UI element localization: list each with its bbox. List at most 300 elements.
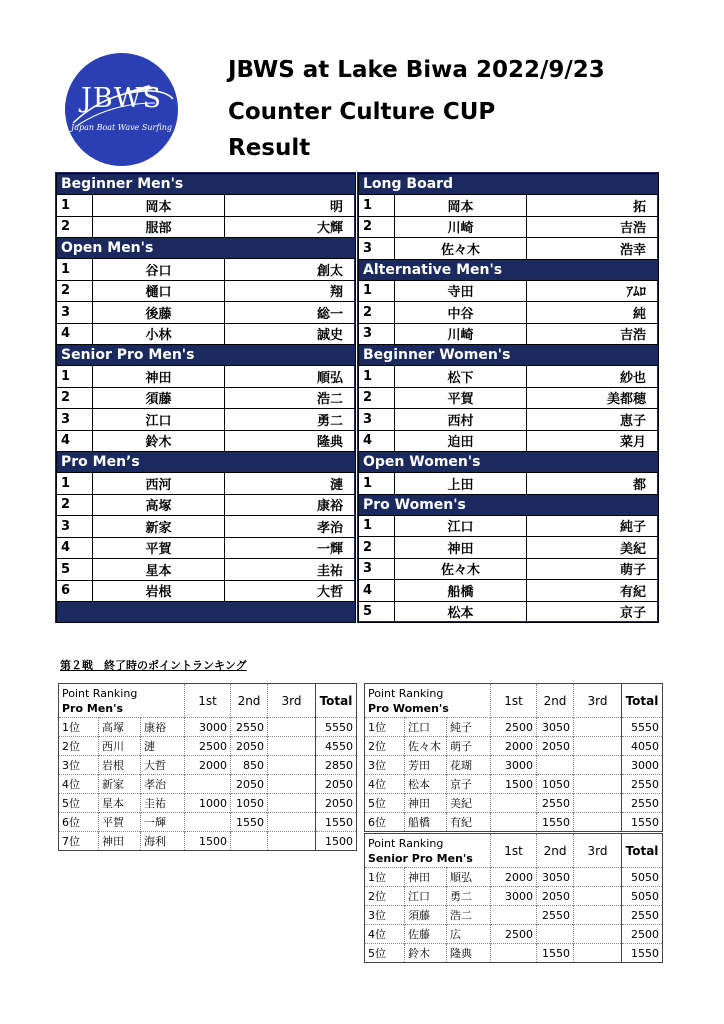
cup-title: Counter Culture CUP	[228, 99, 496, 125]
result-row	[359, 280, 659, 302]
rank-cell: 1	[57, 195, 93, 217]
column-header-1st: 1st	[491, 834, 537, 868]
result-row	[359, 473, 659, 495]
ranking-row	[59, 718, 357, 737]
position-cell: 3位	[365, 906, 405, 925]
points-3rd-cell	[574, 718, 622, 737]
last-name-cell: 平賀	[93, 537, 225, 559]
first-name-cell: 海利	[141, 832, 185, 851]
points-total-cell: 4550	[316, 737, 357, 756]
category-header-row	[359, 259, 659, 280]
first-name-cell: 順弘	[447, 868, 491, 887]
first-name-cell: 吉浩	[527, 323, 659, 345]
position-cell: 6位	[59, 813, 99, 832]
rank-cell: 1	[359, 515, 395, 537]
first-name-cell: 康裕	[141, 718, 185, 737]
rank-cell: 3	[57, 302, 93, 324]
points-1st-cell: 3000	[185, 718, 231, 737]
footer-row	[57, 602, 356, 623]
first-name-cell: 紗也	[527, 366, 659, 388]
rank-cell: 4	[57, 537, 93, 559]
ranking-row	[365, 906, 663, 925]
points-3rd-cell	[574, 944, 622, 963]
rank-cell: 3	[57, 516, 93, 538]
points-2nd-cell: 2050	[231, 775, 268, 794]
ranking-label: Point Ranking	[368, 837, 444, 850]
first-name-cell: 花瑚	[447, 756, 491, 775]
position-cell: 1位	[365, 868, 405, 887]
first-name-cell: 浩二	[225, 387, 356, 409]
last-name-cell: 寺田	[395, 280, 527, 302]
ranking-label-cell	[365, 834, 491, 868]
points-2nd-cell: 3050	[537, 868, 574, 887]
last-name-cell: 川崎	[395, 216, 527, 238]
first-name-cell: 吉浩	[527, 216, 659, 238]
ranking-row	[59, 794, 357, 813]
points-3rd-cell	[574, 756, 622, 775]
result-row	[57, 580, 356, 602]
ranking-label: Point Ranking	[62, 687, 138, 700]
ranking-pro-men	[58, 683, 357, 851]
last-name-cell: 平賀	[99, 813, 141, 832]
points-1st-cell: 1500	[185, 832, 231, 851]
rank-cell: 2	[57, 387, 93, 409]
ranking-label: Point Ranking	[368, 687, 444, 700]
last-name-cell: 江口	[93, 409, 225, 431]
points-2nd-cell: 850	[231, 756, 268, 775]
points-3rd-cell	[574, 925, 622, 944]
points-total-cell: 4050	[622, 737, 663, 756]
ranking-row	[365, 887, 663, 906]
points-2nd-cell: 2050	[537, 737, 574, 756]
first-name-cell: 順弘	[225, 366, 356, 388]
last-name-cell: 船橋	[405, 813, 447, 832]
result-row	[57, 259, 356, 281]
last-name-cell: 小林	[93, 323, 225, 345]
column-header-total: Total	[316, 684, 357, 718]
points-2nd-cell: 1550	[537, 813, 574, 832]
first-name-cell: 隆典	[447, 944, 491, 963]
rank-cell: 2	[359, 302, 395, 324]
points-total-cell: 5050	[622, 887, 663, 906]
rank-cell: 1	[359, 366, 395, 388]
result-row	[57, 216, 356, 238]
result-title: Result	[228, 135, 311, 161]
last-name-cell: 高塚	[99, 718, 141, 737]
result-row	[57, 430, 356, 452]
ranking-row	[59, 813, 357, 832]
points-1st-cell: 2500	[491, 925, 537, 944]
last-name-cell: 星本	[93, 559, 225, 581]
ranking-header-row	[365, 834, 663, 868]
ranking-row	[59, 775, 357, 794]
points-3rd-cell	[268, 794, 316, 813]
first-name-cell: 翔	[225, 280, 356, 302]
first-name-cell: 漣	[225, 473, 356, 495]
points-total-cell: 1550	[622, 813, 663, 832]
position-cell: 5位	[365, 944, 405, 963]
column-header-3rd: 3rd	[574, 834, 622, 868]
last-name-cell: 松本	[405, 775, 447, 794]
points-2nd-cell: 2550	[231, 718, 268, 737]
last-name-cell: 後藤	[93, 302, 225, 324]
column-header-1st: 1st	[185, 684, 231, 718]
first-name-cell: 総一	[225, 302, 356, 324]
results-right-table	[358, 173, 659, 623]
rank-cell: 4	[359, 430, 395, 452]
points-2nd-cell: 2550	[537, 906, 574, 925]
rank-cell: 5	[359, 601, 395, 623]
first-name-cell: 隆典	[225, 430, 356, 452]
first-name-cell: 圭祐	[141, 794, 185, 813]
points-2nd-cell	[537, 925, 574, 944]
first-name-cell: 萌子	[527, 558, 659, 580]
points-total-cell: 5550	[622, 718, 663, 737]
column-header-total: Total	[622, 834, 663, 868]
position-cell: 5位	[365, 794, 405, 813]
points-1st-cell: 2000	[185, 756, 231, 775]
column-header-total: Total	[622, 684, 663, 718]
position-cell: 2位	[59, 737, 99, 756]
ranking-row	[365, 868, 663, 887]
position-cell: 4位	[365, 925, 405, 944]
last-name-cell: 須藤	[93, 387, 225, 409]
points-2nd-cell	[231, 832, 268, 851]
result-row	[359, 238, 659, 260]
first-name-cell: 一輝	[225, 537, 356, 559]
result-row	[359, 387, 659, 409]
ranking-category: Senior Pro Men's	[368, 852, 473, 865]
first-name-cell: 大哲	[141, 756, 185, 775]
ranking-header-row	[59, 684, 357, 718]
points-1st-cell: 3000	[491, 887, 537, 906]
points-1st-cell	[185, 775, 231, 794]
last-name-cell: 神田	[405, 868, 447, 887]
points-1st-cell	[491, 944, 537, 963]
result-row	[57, 366, 356, 388]
column-header-2nd: 2nd	[231, 684, 268, 718]
first-name-cell: 菜月	[527, 430, 659, 452]
last-name-cell: 西川	[99, 737, 141, 756]
first-name-cell: 美都穂	[527, 387, 659, 409]
first-name-cell: 京子	[527, 601, 659, 623]
last-name-cell: 佐々木	[395, 238, 527, 260]
points-1st-cell: 2000	[491, 737, 537, 756]
points-3rd-cell	[574, 737, 622, 756]
rank-cell: 2	[57, 216, 93, 238]
points-total-cell: 2850	[316, 756, 357, 775]
result-row	[57, 516, 356, 538]
position-cell: 6位	[365, 813, 405, 832]
rank-cell: 6	[57, 580, 93, 602]
logo-text: JBWS	[81, 83, 162, 114]
last-name-cell: 神田	[395, 537, 527, 559]
result-row	[57, 302, 356, 324]
rank-cell: 2	[359, 387, 395, 409]
column-header-2nd: 2nd	[537, 684, 574, 718]
last-name-cell: 船橋	[395, 580, 527, 602]
last-name-cell: 新家	[93, 516, 225, 538]
points-total-cell: 5550	[316, 718, 357, 737]
points-total-cell: 2050	[316, 794, 357, 813]
category-title: Senior Pro Men's	[57, 345, 356, 366]
first-name-cell: 勇二	[447, 887, 491, 906]
last-name-cell: 中谷	[395, 302, 527, 324]
points-2nd-cell: 1050	[231, 794, 268, 813]
result-row	[57, 387, 356, 409]
points-2nd-cell: 2050	[537, 887, 574, 906]
result-row	[57, 537, 356, 559]
first-name-cell: 京子	[447, 775, 491, 794]
ranking-row	[365, 944, 663, 963]
last-name-cell: 岩根	[93, 580, 225, 602]
last-name-cell: 岩根	[99, 756, 141, 775]
column-header-2nd: 2nd	[537, 834, 574, 868]
rank-cell: 3	[57, 409, 93, 431]
points-1st-cell	[185, 813, 231, 832]
footer-band	[57, 602, 356, 623]
first-name-cell: 純子	[447, 718, 491, 737]
result-row	[57, 473, 356, 495]
column-header-3rd: 3rd	[268, 684, 316, 718]
ranking-category: Pro Men's	[62, 702, 124, 715]
rank-cell: 1	[57, 259, 93, 281]
ranking-row	[365, 718, 663, 737]
first-name-cell: 勇二	[225, 409, 356, 431]
rank-cell: 2	[57, 494, 93, 516]
last-name-cell: 岡本	[395, 195, 527, 217]
ranking-title: 第２戦 終了時のポイントランキング	[60, 659, 247, 672]
first-name-cell: 康裕	[225, 494, 356, 516]
points-total-cell: 2550	[622, 775, 663, 794]
points-2nd-cell: 3050	[537, 718, 574, 737]
points-2nd-cell: 2050	[231, 737, 268, 756]
rank-cell: 4	[359, 580, 395, 602]
points-total-cell: 2550	[622, 906, 663, 925]
ranking-row	[365, 756, 663, 775]
rank-cell: 2	[359, 216, 395, 238]
category-title: Pro Women's	[359, 494, 659, 515]
last-name-cell: 神田	[99, 832, 141, 851]
points-total-cell: 5050	[622, 868, 663, 887]
last-name-cell: 神田	[93, 366, 225, 388]
first-name-cell: 広	[447, 925, 491, 944]
first-name-cell: ｱﾑﾛ	[527, 280, 659, 302]
result-row	[359, 195, 659, 217]
position-cell: 7位	[59, 832, 99, 851]
result-row	[57, 409, 356, 431]
column-header-1st: 1st	[491, 684, 537, 718]
first-name-cell: 孝治	[141, 775, 185, 794]
last-name-cell: 芳田	[405, 756, 447, 775]
category-header-row	[359, 345, 659, 366]
points-3rd-cell	[574, 813, 622, 832]
ranking-row	[59, 832, 357, 851]
rank-cell: 3	[359, 409, 395, 431]
first-name-cell: 有紀	[527, 580, 659, 602]
last-name-cell: 星本	[99, 794, 141, 813]
rank-cell: 4	[57, 323, 93, 345]
rank-cell: 1	[359, 195, 395, 217]
points-3rd-cell	[574, 906, 622, 925]
points-2nd-cell	[537, 756, 574, 775]
jbws-logo	[65, 53, 178, 166]
ranking-senior-pro-men	[364, 833, 663, 963]
position-cell: 2位	[365, 737, 405, 756]
first-name-cell: 浩幸	[527, 238, 659, 260]
category-title: Long Board	[359, 174, 659, 195]
first-name-cell: 明	[225, 195, 356, 217]
points-total-cell: 2500	[622, 925, 663, 944]
result-row	[359, 537, 659, 559]
first-name-cell: 一輝	[141, 813, 185, 832]
result-row	[359, 515, 659, 537]
results-left-table	[56, 173, 356, 623]
result-row	[359, 558, 659, 580]
last-name-cell: 江口	[405, 887, 447, 906]
last-name-cell: 須藤	[405, 906, 447, 925]
rank-cell: 3	[359, 323, 395, 345]
last-name-cell: 鈴木	[93, 430, 225, 452]
points-total-cell: 1500	[316, 832, 357, 851]
first-name-cell: 大哲	[225, 580, 356, 602]
category-header-row	[57, 238, 356, 259]
rank-cell: 1	[359, 473, 395, 495]
category-title: Beginner Men's	[57, 174, 356, 195]
points-total-cell: 2050	[316, 775, 357, 794]
ranking-pro-women	[364, 683, 663, 832]
last-name-cell: 松本	[395, 601, 527, 623]
points-1st-cell: 3000	[491, 756, 537, 775]
last-name-cell: 佐々木	[405, 737, 447, 756]
event-title: JBWS at Lake Biwa 2022/9/23	[228, 57, 605, 83]
result-row	[57, 195, 356, 217]
position-cell: 3位	[365, 756, 405, 775]
ranking-header-row	[365, 684, 663, 718]
result-row	[57, 323, 356, 345]
last-name-cell: 高塚	[93, 494, 225, 516]
result-row	[359, 366, 659, 388]
points-2nd-cell: 1050	[537, 775, 574, 794]
first-name-cell: 拓	[527, 195, 659, 217]
points-3rd-cell	[574, 887, 622, 906]
result-row	[359, 302, 659, 324]
column-header-3rd: 3rd	[574, 684, 622, 718]
category-header-row	[57, 174, 356, 195]
points-1st-cell	[491, 906, 537, 925]
position-cell: 5位	[59, 794, 99, 813]
rank-cell: 1	[57, 473, 93, 495]
last-name-cell: 川崎	[395, 323, 527, 345]
ranking-category: Pro Women's	[368, 702, 449, 715]
points-total-cell: 3000	[622, 756, 663, 775]
last-name-cell: 西村	[395, 409, 527, 431]
result-row	[57, 559, 356, 581]
points-total-cell: 1550	[622, 944, 663, 963]
last-name-cell: 神田	[405, 794, 447, 813]
first-name-cell: 誠史	[225, 323, 356, 345]
last-name-cell: 上田	[395, 473, 527, 495]
position-cell: 4位	[365, 775, 405, 794]
last-name-cell: 平賀	[395, 387, 527, 409]
logo-subtext: Japan Boat Wave Surfing	[71, 123, 172, 132]
last-name-cell: 松下	[395, 366, 527, 388]
result-row	[359, 323, 659, 345]
last-name-cell: 江口	[405, 718, 447, 737]
rank-cell: 1	[359, 280, 395, 302]
last-name-cell: 鈴木	[405, 944, 447, 963]
points-1st-cell	[491, 794, 537, 813]
category-header-row	[57, 452, 356, 473]
first-name-cell: 美紀	[527, 537, 659, 559]
points-total-cell: 1550	[316, 813, 357, 832]
ranking-row	[365, 794, 663, 813]
last-name-cell: 谷口	[93, 259, 225, 281]
ranking-label-cell	[59, 684, 185, 718]
rank-cell: 3	[359, 558, 395, 580]
points-3rd-cell	[574, 868, 622, 887]
category-header-row	[359, 452, 659, 473]
first-name-cell: 純子	[527, 515, 659, 537]
rank-cell: 3	[359, 238, 395, 260]
last-name-cell: 服部	[93, 216, 225, 238]
result-row	[57, 280, 356, 302]
ranking-row	[365, 737, 663, 756]
points-1st-cell: 2500	[185, 737, 231, 756]
ranking-row	[365, 775, 663, 794]
result-row	[359, 580, 659, 602]
ranking-row	[365, 813, 663, 832]
ranking-label-cell	[365, 684, 491, 718]
position-cell: 3位	[59, 756, 99, 775]
rank-cell: 2	[57, 280, 93, 302]
result-row	[359, 430, 659, 452]
last-name-cell: 岡本	[93, 195, 225, 217]
category-title: Pro Men’s	[57, 452, 356, 473]
first-name-cell: 有紀	[447, 813, 491, 832]
first-name-cell: 漣	[141, 737, 185, 756]
first-name-cell: 孝治	[225, 516, 356, 538]
first-name-cell: 大輝	[225, 216, 356, 238]
points-2nd-cell: 2550	[537, 794, 574, 813]
ranking-row	[365, 925, 663, 944]
ranking-row	[59, 756, 357, 775]
points-1st-cell: 1500	[491, 775, 537, 794]
points-1st-cell	[491, 813, 537, 832]
points-1st-cell: 2500	[491, 718, 537, 737]
last-name-cell: 新家	[99, 775, 141, 794]
points-3rd-cell	[574, 794, 622, 813]
rank-cell: 4	[57, 430, 93, 452]
category-header-row	[359, 494, 659, 515]
position-cell: 2位	[365, 887, 405, 906]
category-title: Beginner Women's	[359, 345, 659, 366]
rank-cell: 5	[57, 559, 93, 581]
last-name-cell: 佐々木	[395, 558, 527, 580]
last-name-cell: 西河	[93, 473, 225, 495]
category-title: Alternative Men's	[359, 259, 659, 280]
last-name-cell: 迫田	[395, 430, 527, 452]
category-header-row	[359, 174, 659, 195]
category-header-row	[57, 345, 356, 366]
first-name-cell: 美紀	[447, 794, 491, 813]
position-cell: 1位	[59, 718, 99, 737]
last-name-cell: 樋口	[93, 280, 225, 302]
points-3rd-cell	[268, 775, 316, 794]
last-name-cell: 江口	[395, 515, 527, 537]
first-name-cell: 萌子	[447, 737, 491, 756]
last-name-cell: 佐藤	[405, 925, 447, 944]
